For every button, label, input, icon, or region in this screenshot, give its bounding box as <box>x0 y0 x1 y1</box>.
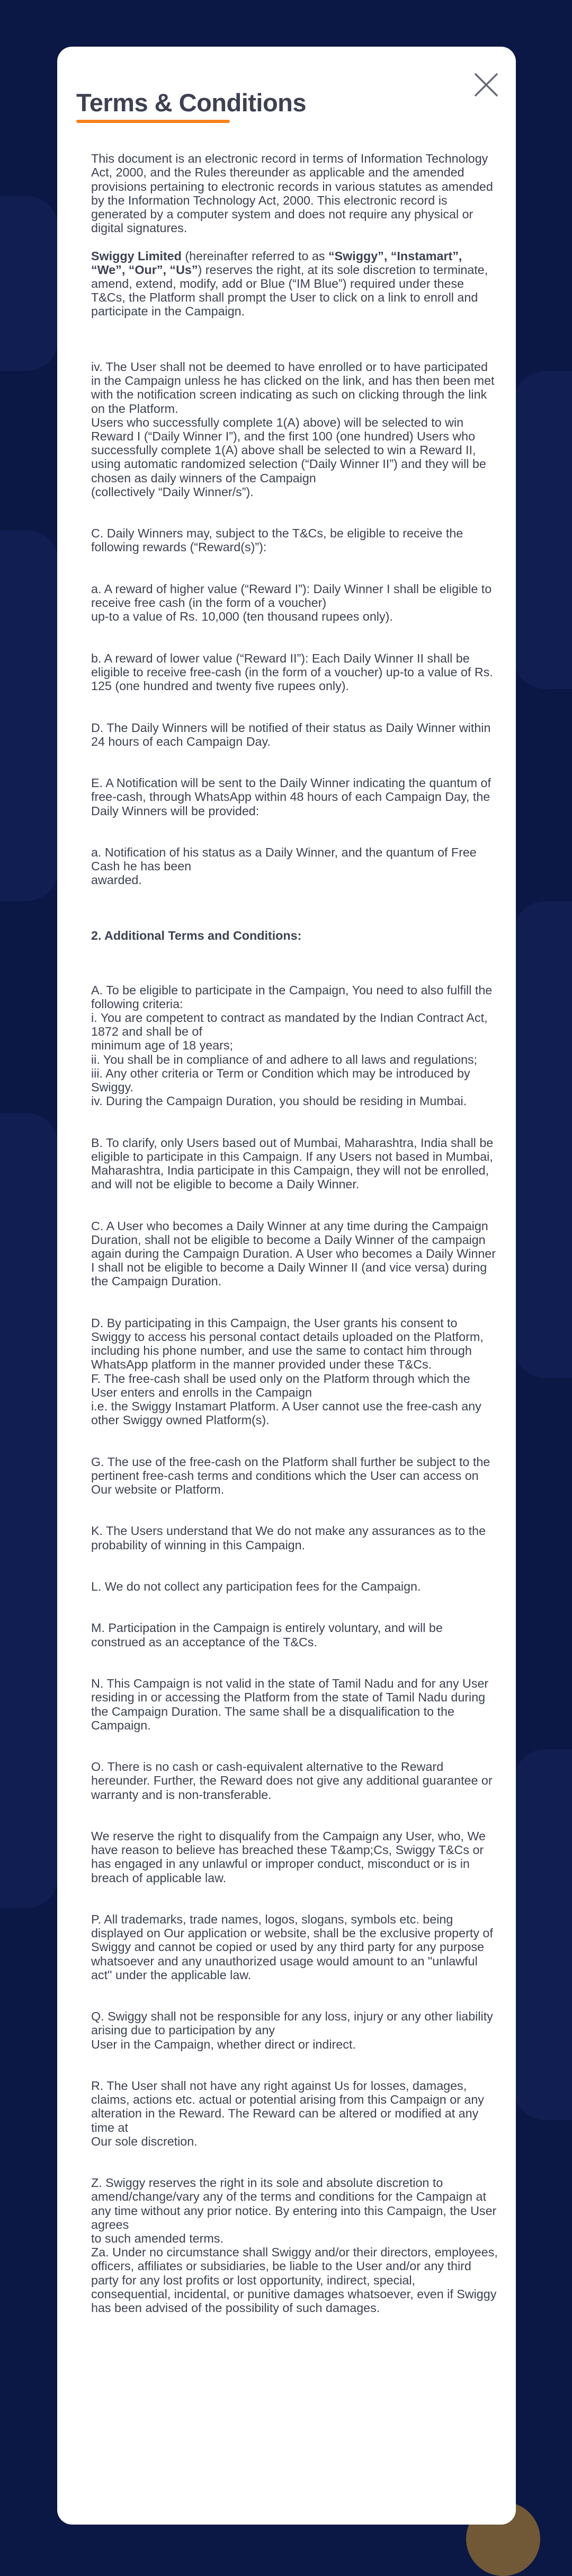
section-reserve: We reserve the right to disqualify from the Campaign any User, who, We have reason to believe has breached these T&amp;Cs, Swiggy T&Cs or has engaged in any unlawful or improper conduct, misconduct or is in breach of applicable law. <box>91 1829 486 1885</box>
intro-text: (hereinafter referred to as <box>181 249 328 263</box>
section-b-clarify: B. To clarify, only Users based out of Mumbai, Maharashtra, India shall be eligible to participate in this Campaign. If any Users not based in Mumbai, Maharashtra, India participate in this Campaign, they will not be enrolled, and will not be eligible to become a Daily Winner. <box>91 1135 494 1192</box>
background-shape <box>0 530 58 901</box>
intro-text: ) reserves the right, at its sole discretion to terminate, amend, extend, modify, add or Blue (“IM Blue”) required under these T&Cs, the Platform shall prompt the User to click on a link to enroll and participate in the Campaign. <box>91 262 488 319</box>
section-p: P. All trademarks, trade names, logos, slogans, symbols etc. being displayed on Our application or website, shall be the exclusive property of Swiggy and cannot be copied or used by any third party for any purpose whatsoever and any unauthorized usage would amount to an "unlawful act" under the applicable law. <box>91 1912 493 1982</box>
section-k: K. The Users understand that We do not make any assurances as to the probability of winning in this Campaign. <box>91 1524 486 1552</box>
title-underline <box>76 120 230 123</box>
section-a-eligibility: A. To be eligible to participate in the Campaign, You need to also fulfill the following criteria: i. You are competent to contract as mandated by the Indian Contract Act, 1872 and shall be of minimum age of 18 years; ii. You shall be in compliance of and adhere to all laws and regulations; iii. Any other criteria or Term or Condition which may be introduced by Swiggy. iv. During the Campaign Duration, you should be residing in Mumbai. <box>91 983 493 1108</box>
section-c-winner: C. A User who becomes a Daily Winner at any time during the Campaign Duration, shall not be eligible to become a Daily Winner of the campaign again during the Campaign Duration. A User who becomes a Daily Winner I shall not be eligible to become a Daily Winner II (and vice versa) during the Campaign Duration. <box>91 1219 496 1289</box>
page-title: Terms & Conditions <box>76 89 307 117</box>
section-heading: 2. Additional Terms and Conditions: <box>91 928 302 942</box>
background-shape <box>514 901 572 1378</box>
intro-paragraph: This document is an electronic record in terms of Information Technology Act, 2000, and the Rules thereunder as applicable and the amended provisions pertaining to electronic records in various statutes as amended by the Information Technology Act, 2000. This electronic record is generated by a computer system and does not require any physical or digital signatures. <box>91 152 493 235</box>
section-q: Q. Swiggy shall not be responsible for any loss, injury or any other liability arising due to participation by any User in the Campaign, whether direct or indirect. <box>91 2009 493 2051</box>
section-n: N. This Campaign is not valid in the state of Tamil Nadu and for any User residing in or accessing the Platform from the state of Tamil Nadu during the Campaign Duration. The same shall be a disqualification to the Campaign. <box>91 1677 489 1732</box>
section-d-consent: D. By participating in this Campaign, the User grants his consent to Swiggy to access his personal contact details uploaded on the Platform, including his phone number, and use the same to contact him through WhatsApp platform in the manner provided under these T&Cs. F. The free-cash shall be used only on the Platform through which the User enters and enrolls in the Campaign i.e. the Swiggy Instamart Platform. A User cannot use the free-cash any other Swiggy owned Platform(s). <box>91 1316 484 1427</box>
terms-modal <box>57 47 516 2525</box>
background-shape <box>0 196 58 371</box>
company-name: Swiggy Limited <box>91 249 182 263</box>
intro-company-paragraph <box>91 249 498 319</box>
section-e-notification: E. A Notification will be sent to the Daily Winner indicating the quantum of free-cash, through WhatsApp within 48 hours of each Campaign Day, the Daily Winners will be provided: <box>91 776 491 818</box>
section-z: Z. Swiggy reserves the right in its sole and absolute discretion to amend/change/vary any of the terms and conditions for the Campaign at any time without any prior notice. By entering into this Campaign, the User agrees to such amended terms. Za. Under no circumstance shall Swiggy and/or their directors, employees, officers, affiliates or subsidiaries, be liable to the User and/or any third party for any lost profits or lost opportunity, indirect, special, consequential, incidental, or punitive damages whatsoever, even if Swiggy has been advised of the possibility of such damages. <box>91 2176 498 2315</box>
reward-one: a. A reward of higher value (“Reward I”): Daily Winner I shall be eligible to receive free cash (in the form of a voucher) up-to a value of Rs. 10,000 (ten thousand rupees only). <box>91 581 492 624</box>
section-g: G. The use of the free-cash on the Platform shall further be subject to the pertinent free-cash terms and conditions which the User can access on Our website or Platform. <box>91 1454 490 1497</box>
background-shape <box>0 1113 58 1908</box>
section-c-rewards: C. Daily Winners may, subject to the T&Cs, be eligible to receive the following rewards (“Reward(s)”): <box>91 526 463 554</box>
reward-two: b. A reward of lower value (“Reward II”): Each Daily Winner II shall be eligible to receive free-cash (in the form of a voucher) up-to a value of Rs. 125 (one hundred and twenty five rupees only). <box>91 651 493 693</box>
section-o: O. There is no cash or cash-equivalent alternative to the Reward hereunder. Further, the Reward does not give any additional guarantee or warranty and is non-transferable. <box>91 1760 493 1802</box>
section-m: M. Participation in the Campaign is entirely voluntary, and will be construed as an acceptance of the T&Cs. <box>91 1621 443 1649</box>
background-shape <box>514 371 572 689</box>
terms-content <box>91 138 498 2342</box>
close-icon <box>470 69 502 101</box>
section-iv: iv. The User shall not be deemed to have enrolled or to have participated in the Campaign unless he has clicked on the link, and has then been met with the notification screen indicating as such on clicking through the link on the Platform. Users who successfully complete 1(A) above) will be selected to win Reward I (“Daily Winner I”), and the first 100 (one hundred) Users who successfully complete 1(A) above shall be selected to win a Reward II, using automatic randomized selection (“Daily Winner II”) and they will be chosen as daily winners of the Campaign (collectively “Daily Winner/s”). <box>91 360 495 499</box>
section-r: R. The User shall not have any right against Us for losses, damages, claims, actions etc. actual or potential arising from this Campaign or any alteration in the Reward. The Reward can be altered or modified at any time at Our sole discretion. <box>91 2078 484 2148</box>
notification-status: a. Notification of his status as a Daily Winner, and the quantum of Free Cash he has been awarded. <box>91 845 477 887</box>
modal-header <box>57 47 516 126</box>
background-shape <box>514 1749 572 2120</box>
section-l: L. We do not collect any participation fees for the Campaign. <box>91 1580 421 1594</box>
section-d-notify: D. The Daily Winners will be notified of their status as Daily Winner within 24 hours of each Campaign Day. <box>91 720 491 748</box>
intro-aliases: “Swiggy”, “Instamart”, “We”, “Our”, “Us” <box>91 249 462 277</box>
close-button[interactable] <box>470 69 502 101</box>
